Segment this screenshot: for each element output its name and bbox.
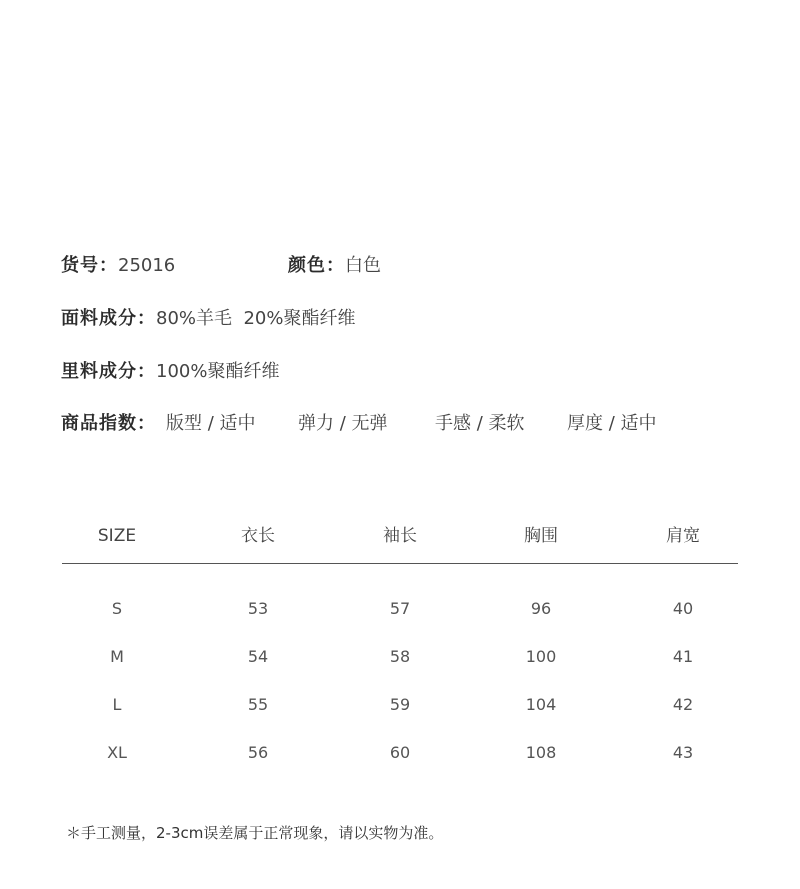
cell-shoulder: 42 — [672, 695, 694, 714]
index-label: 商品指数： — [61, 413, 156, 434]
table-row — [62, 645, 738, 669]
index-fit: 版型 / 适中 — [166, 413, 256, 434]
lining-value: 100%聚酯纤维 — [156, 361, 280, 382]
product-index-row — [61, 411, 761, 437]
size-table-header — [62, 515, 738, 564]
color-value: 白色 — [345, 255, 381, 276]
fabric-label: 面料成分： — [61, 308, 156, 329]
cell-length: 55 — [247, 695, 269, 714]
header-size: SIZE — [97, 526, 137, 546]
cell-size: XL — [107, 743, 127, 762]
item-number — [61, 253, 175, 279]
cell-shoulder: 43 — [672, 743, 694, 762]
header-shoulder: 肩宽 — [666, 526, 700, 546]
index-feel: 手感 / 柔软 — [435, 413, 525, 434]
cell-size: L — [112, 695, 122, 714]
fabric-row — [61, 306, 355, 332]
lining-row — [61, 359, 279, 385]
cell-sleeve: 58 — [389, 647, 411, 666]
lining-label: 里料成分： — [61, 361, 156, 382]
cell-sleeve: 57 — [389, 599, 411, 618]
item-number-value: 25016 — [118, 255, 176, 276]
cell-chest: 96 — [530, 599, 552, 618]
table-row — [62, 597, 738, 621]
cell-sleeve: 59 — [389, 695, 411, 714]
table-row — [62, 741, 738, 765]
table-row — [62, 693, 738, 717]
cell-shoulder: 40 — [672, 599, 694, 618]
header-sleeve: 袖长 — [383, 526, 417, 546]
cell-length: 56 — [247, 743, 269, 762]
cell-length: 54 — [247, 647, 269, 666]
cell-chest: 100 — [525, 647, 557, 666]
index-thickness: 厚度 / 适中 — [567, 413, 657, 434]
cell-chest: 108 — [525, 743, 557, 762]
item-number-label: 货号： — [61, 255, 118, 276]
cell-shoulder: 41 — [672, 647, 694, 666]
fabric-value: 80%羊毛 20%聚酯纤维 — [156, 308, 356, 329]
color-label: 颜色： — [288, 255, 345, 276]
cell-length: 53 — [247, 599, 269, 618]
color — [288, 253, 381, 279]
cell-sleeve: 60 — [389, 743, 411, 762]
size-table — [62, 515, 738, 762]
header-length: 衣长 — [241, 526, 275, 546]
measurement-footnote: ＊手工测量，2-3cm误差属于正常现象，请以实物为准。 — [66, 824, 444, 842]
cell-size: S — [111, 599, 123, 618]
header-chest: 胸围 — [524, 526, 558, 546]
index-elasticity: 弹力 / 无弹 — [298, 413, 388, 434]
cell-size: M — [110, 647, 124, 666]
cell-chest: 104 — [525, 695, 557, 714]
